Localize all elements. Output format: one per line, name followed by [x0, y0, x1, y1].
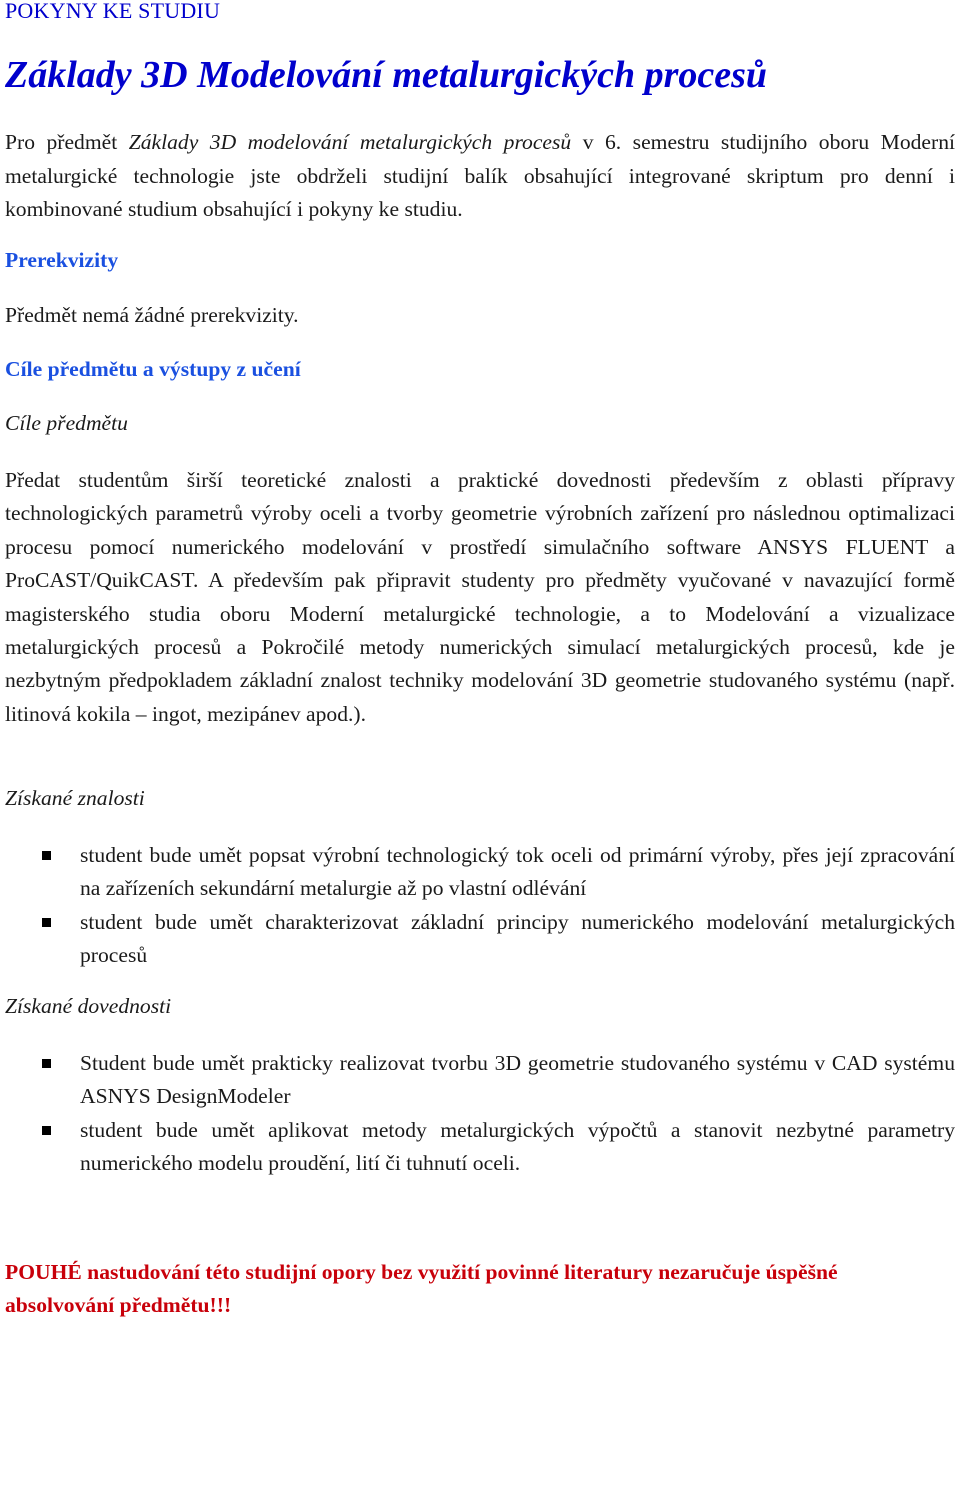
intro-prefix: Pro předmět [5, 130, 129, 154]
list-item [5, 839, 955, 906]
prerequisites-text: Předmět nemá žádné prerekvizity. [5, 303, 299, 327]
knowledge-list [5, 839, 955, 973]
list-item-text: student bude umět charakterizovat základní principy numerického modelování metalurgických procesů [80, 909, 955, 968]
list-item-text: student bude umět popsat výrobní technologický tok oceli od primární výroby, přes její zpracování na zařízeních sekundární metalurgie až po vlastní odlévání [80, 843, 955, 901]
intro-course-name: Základy 3D modelování metalurgických procesů [128, 130, 572, 154]
objectives-heading: Cíle předmětu a výstupy z učení [5, 357, 301, 381]
objectives-subheading: Cíle předmětu [5, 411, 128, 435]
square-bullet-icon [42, 1126, 51, 1135]
knowledge-heading: Získané znalosti [5, 786, 145, 810]
document-title: Základy 3D Modelování metalurgických procesů [5, 54, 768, 96]
document-header-label: POKYNY KE STUDIU [5, 0, 221, 23]
square-bullet-icon [42, 1059, 51, 1068]
prerequisites-heading: Prerekvizity [5, 248, 119, 272]
objectives-paragraph: Předat studentům širší teoretické znalosti a praktické dovednosti především z oblasti přípravy technologických parametrů výroby oceli a tvorby geometrie výrobních zařízení pro následnou optimalizaci procesu pomocí numerického modelování v prostředí simulačního software ANSYS FLUENT a ProCAST/QuikCAST. A především pak připravit studenty pro předměty vyučované v navazující formě magisterského studia oboru Moderní metalurgické technologie, a to Modelování a vizualizace metalurgických procesů a Pokročilé metody numerických simulací metalurgických procesů, kde je nezbytným předpokladem základní znalost techniky modelování 3D geometrie studovaného systému (např. litinová kokila – ingot, mezipánev apod.). [5, 468, 955, 726]
square-bullet-icon [42, 851, 51, 860]
skills-list [5, 1047, 955, 1181]
list-item [5, 1114, 955, 1181]
intro-suffix: v 6. semestru studijního oboru Moderní metalurgické technologie jste obdrželi studijní balík obsahující integrované skriptum pro denní i kombinované studium obsahující i pokyny ke studiu. [5, 130, 956, 221]
list-item [5, 1047, 955, 1114]
list-item [5, 906, 955, 973]
list-item-text: Student bude umět prakticky realizovat tvorbu 3D geometrie studovaného systému v CAD systému ASNYS DesignModeler [80, 1051, 955, 1109]
intro-paragraph [5, 126, 955, 227]
skills-heading: Získané dovednosti [5, 994, 172, 1018]
warning-notice: POUHÉ nastudování této studijní opory bez využití povinné literatury nezaručuje úspěšné absolvování předmětu!!! [5, 1260, 838, 1318]
list-item-text: student bude umět aplikovat metody metalurgických výpočtů a stanovit nezbytné parametry numerického modelu proudění, lití či tuhnutí oceli. [80, 1117, 955, 1176]
square-bullet-icon [42, 918, 51, 927]
